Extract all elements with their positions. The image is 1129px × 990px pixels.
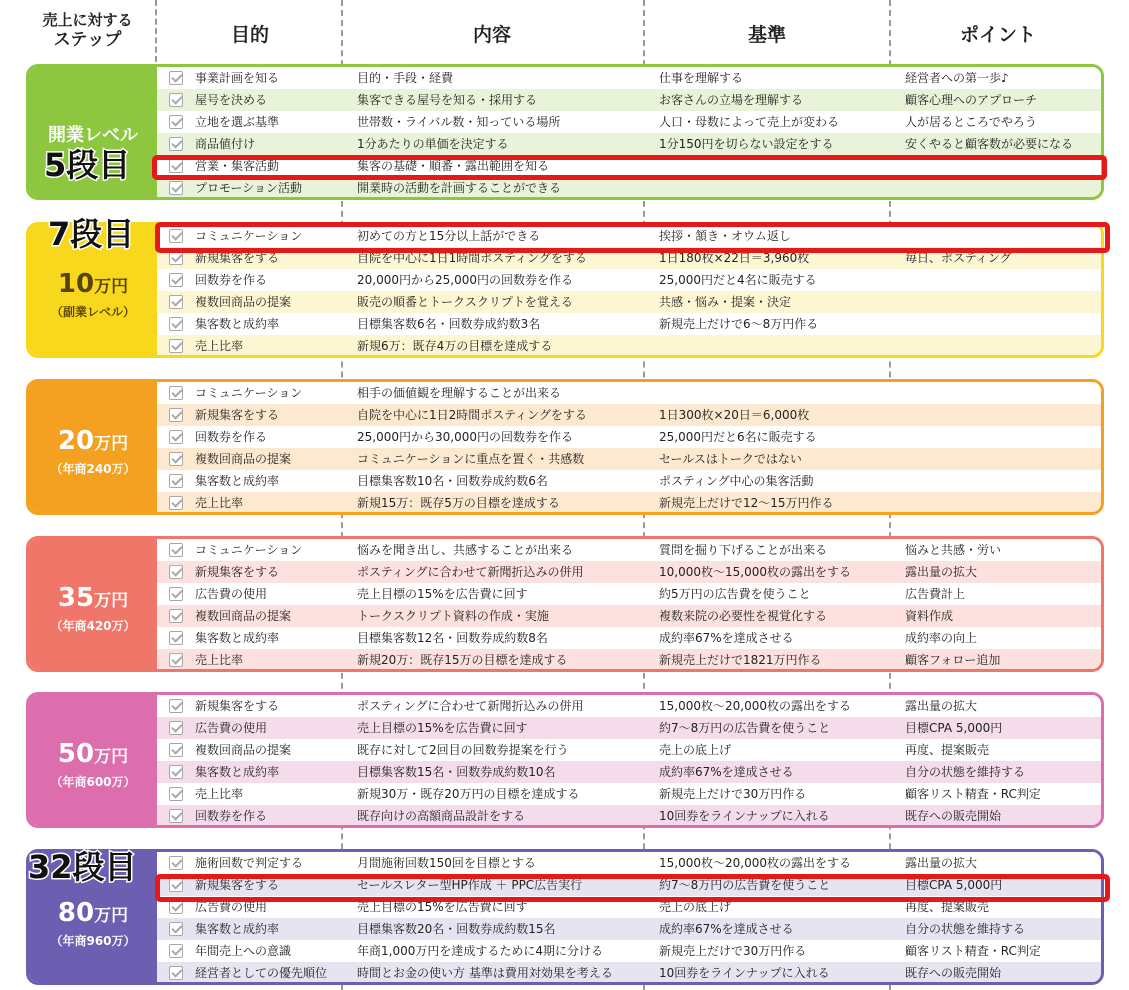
checkbox-icon[interactable] xyxy=(169,653,183,667)
cell-purpose: 回数券を作る xyxy=(195,273,268,287)
checkbox-icon[interactable] xyxy=(169,251,183,265)
cell-point: 自分の状態を維持する xyxy=(905,922,1026,936)
table-row xyxy=(157,382,1101,404)
cell-criteria: 1分150円を切らない設定をする xyxy=(659,137,834,151)
cell-purpose: 新規集客をする xyxy=(195,251,280,265)
cell-content: 売上目標の15%を広告費に回す xyxy=(357,900,528,914)
cell-criteria: 1日300枚×20日＝6,000枚 xyxy=(659,408,810,422)
checkbox-icon[interactable] xyxy=(169,809,183,823)
checkbox-icon[interactable] xyxy=(169,631,183,645)
header-content: 内容 xyxy=(472,24,511,46)
section-50man xyxy=(26,692,1104,828)
cell-purpose: 新規集客をする xyxy=(195,565,280,579)
checkbox-icon[interactable] xyxy=(169,609,183,623)
cell-purpose: 屋号を決める xyxy=(195,93,268,107)
cell-content: 目標集客数20名・回数券成約数15名 xyxy=(357,922,556,936)
cell-point: 人が居るところでやろう xyxy=(905,115,1037,129)
cell-purpose: 複数回商品の提案 xyxy=(195,609,292,623)
cell-criteria: 1日180枚×22日＝3,960枚 xyxy=(659,251,810,265)
section-amount: 50万円 xyxy=(57,739,129,769)
cell-content: 売上目標の15%を広告費に回す xyxy=(357,587,528,601)
cell-content: 集客できる屋号を知る・採用する xyxy=(357,93,538,107)
table-row xyxy=(157,940,1101,962)
cell-point: 露出量の拡大 xyxy=(905,856,978,870)
cell-point: 顧客リスト精査・RC判定 xyxy=(905,787,1041,801)
cell-content: 売上目標の15%を広告費に回す xyxy=(357,721,528,735)
section-35man xyxy=(26,536,1104,672)
cell-criteria: 新規売上だけで6〜8万円作る xyxy=(659,317,819,331)
header-criteria: 基準 xyxy=(747,24,786,46)
table-row xyxy=(157,627,1101,649)
cell-content: ポスティングに合わせて新聞折込みの併用 xyxy=(357,699,584,713)
cell-point: 自分の状態を維持する xyxy=(905,765,1026,779)
table-row xyxy=(157,426,1101,448)
highlight-box-5dan xyxy=(152,155,1107,180)
section-sub: （年商240万） xyxy=(50,462,136,476)
cell-criteria: 複数来院の必要性を視覚化する xyxy=(659,609,828,623)
table-row xyxy=(157,852,1101,874)
cell-purpose: 売上比率 xyxy=(195,787,244,801)
table-row xyxy=(157,335,1101,355)
cell-point: 成約率の向上 xyxy=(905,631,978,645)
cell-content: 相手の価値観を理解することが出来る xyxy=(357,386,562,400)
checkbox-icon[interactable] xyxy=(169,115,183,129)
cell-content: 世帯数・ライバル数・知っている場所 xyxy=(357,115,561,129)
table-row xyxy=(157,539,1101,561)
cell-content: 目標集客数12名・回数券成約数8名 xyxy=(357,631,548,645)
checkbox-icon[interactable] xyxy=(169,496,183,510)
cell-content: トークスクリプト資料の作成・実施 xyxy=(357,609,549,623)
cell-point: 経営者への第一歩♪ xyxy=(905,71,1009,85)
checkbox-icon[interactable] xyxy=(169,565,183,579)
section-sub: （年商420万） xyxy=(50,619,136,633)
cell-content: セールスレター型HP作成 ＋ PPC広告実行 xyxy=(357,878,583,892)
cell-point: 顧客心理へのアプローチ xyxy=(905,93,1038,107)
checkbox-icon[interactable] xyxy=(169,71,183,85)
tag-32dan: 32段目 xyxy=(28,848,137,886)
cell-point: 再度、提案販売 xyxy=(905,743,990,757)
section-sub: （年商600万） xyxy=(50,775,136,789)
section-sub: （副業レベル） xyxy=(50,305,135,319)
header-purpose: 目的 xyxy=(230,24,269,46)
cell-point: 広告費計上 xyxy=(905,587,966,601)
checkbox-icon[interactable] xyxy=(169,587,183,601)
cell-point: 既存への販売開始 xyxy=(905,809,1002,823)
cell-point: 安くやると顧客数が必要になる xyxy=(905,137,1074,151)
cell-content: 集客の基礎・順番・露出範囲を知る xyxy=(357,159,550,173)
checkbox-icon[interactable] xyxy=(169,900,183,914)
cell-purpose: 新規集客をする xyxy=(195,699,280,713)
cell-criteria: 成約率67%を達成させる xyxy=(659,631,794,645)
cell-criteria: 約7〜8万円の広告費を使うこと xyxy=(659,878,831,892)
cell-content: ポスティングに合わせて新聞折込みの併用 xyxy=(357,565,584,579)
cell-criteria: 挨拶・頷き・オウム返し xyxy=(659,229,791,243)
cell-criteria: 15,000枚〜20,000枚の露出をする xyxy=(659,856,851,870)
table-row xyxy=(157,695,1101,717)
highlight-box-32dan xyxy=(155,874,1110,902)
checkbox-icon[interactable] xyxy=(169,317,183,331)
checkbox-icon[interactable] xyxy=(169,543,183,557)
section-amount: 10万円 xyxy=(57,269,129,299)
table-row xyxy=(157,805,1101,825)
tag-5dan: 5段目 xyxy=(44,146,131,184)
level-label: 開業レベル xyxy=(48,125,138,146)
table-row xyxy=(157,133,1101,155)
checkbox-icon[interactable] xyxy=(169,273,183,287)
cell-content: 悩みを聞き出し、共感することが出来る xyxy=(357,543,574,557)
table-row xyxy=(157,583,1101,605)
cell-point: 目標CPA 5,000円 xyxy=(905,878,1003,892)
cell-point: 露出量の拡大 xyxy=(905,699,978,713)
cell-criteria: セールスはトークではない xyxy=(659,452,802,466)
cell-content: 月間施術回数150回を目標とする xyxy=(357,856,536,870)
cell-purpose: 複数回商品の提案 xyxy=(195,743,292,757)
cell-criteria: 10回券をラインナップに入れる xyxy=(659,809,830,823)
cell-content: 既存に対して2回目の回数券提案を行う xyxy=(357,743,569,757)
section-amount: 35万円 xyxy=(57,583,129,613)
table-row xyxy=(157,448,1101,470)
cell-purpose: 広告費の使用 xyxy=(195,721,268,735)
cell-content: 自院を中心に1日2時間ポスティングをする xyxy=(357,408,587,422)
checkbox-icon[interactable] xyxy=(169,339,183,353)
cell-content: 年商1,000万円を達成するために4期に分ける xyxy=(357,944,603,958)
checkbox-icon[interactable] xyxy=(169,721,183,735)
table-row xyxy=(157,561,1101,583)
cell-point: 資料作成 xyxy=(905,609,954,623)
section-side xyxy=(29,539,157,669)
cell-criteria: 成約率67%を達成させる xyxy=(659,765,794,779)
cell-content: 初めての方と15分以上話ができる xyxy=(357,229,541,243)
section-amount: 20万円 xyxy=(57,426,129,456)
cell-content: 目標集客数15名・回数券成約数10名 xyxy=(357,765,556,779)
cell-criteria: 新規売上だけで1821万円作る xyxy=(659,653,822,667)
checkbox-icon[interactable] xyxy=(169,699,183,713)
cell-content: 既存向けの高額商品設計をする xyxy=(357,809,526,823)
cell-purpose: 営業・集客活動 xyxy=(195,159,280,173)
cell-purpose: 年間売上への意識 xyxy=(195,944,292,958)
cell-point: 顧客フォロー追加 xyxy=(905,653,1001,667)
cell-content: 新規15万：既存5万の目標を達成する xyxy=(357,496,560,510)
table-row xyxy=(157,649,1101,669)
cell-content: 20,000円から25,000円の回数券を作る xyxy=(357,273,573,287)
cell-content: コミュニケーションに重点を置く・共感数 xyxy=(357,452,585,466)
cell-content: 1分あたりの単価を決定する xyxy=(357,137,509,151)
checkbox-icon[interactable] xyxy=(169,137,183,151)
checkbox-icon[interactable] xyxy=(169,966,183,980)
table-row xyxy=(157,962,1101,982)
cell-purpose: 売上比率 xyxy=(195,653,244,667)
header-point: ポイント xyxy=(959,24,1036,46)
cell-purpose: 集客数と成約率 xyxy=(195,317,280,331)
cell-criteria: 売上の底上げ xyxy=(659,900,732,914)
cell-criteria: 人口・母数によって売上が変わる xyxy=(659,115,840,129)
cell-purpose: コミュニケーション xyxy=(195,229,303,243)
checkbox-icon[interactable] xyxy=(169,295,183,309)
checkbox-icon[interactable] xyxy=(169,181,183,195)
cell-criteria: 10,000枚〜15,000枚の露出をする xyxy=(659,565,851,579)
table-row xyxy=(157,492,1101,512)
table-row xyxy=(157,67,1101,89)
cell-point: 毎日、ポスティング xyxy=(905,251,1012,265)
cell-purpose: コミュニケーション xyxy=(195,386,303,400)
cell-purpose: 売上比率 xyxy=(195,339,244,353)
cell-purpose: 複数回商品の提案 xyxy=(195,295,292,309)
header-step-line2: ステップ xyxy=(53,30,122,50)
cell-criteria: 共感・悩み・提案・決定 xyxy=(659,295,792,309)
cell-content: 販売の順番とトークスクリプトを覚える xyxy=(357,295,573,309)
cell-point: 露出量の拡大 xyxy=(905,565,978,579)
cell-criteria: 約5万円の広告費を使うこと xyxy=(659,587,811,601)
checkbox-icon[interactable] xyxy=(169,408,183,422)
cell-criteria: 成約率67%を達成させる xyxy=(659,922,794,936)
cell-point: 目標CPA 5,000円 xyxy=(905,721,1003,735)
cell-purpose: 売上比率 xyxy=(195,496,244,510)
divider-step xyxy=(155,0,157,62)
cell-content: 新規6万：既存4万の目標を達成する xyxy=(357,339,553,353)
table-row xyxy=(157,918,1101,940)
cell-criteria: 新規売上だけで30万円作る xyxy=(659,944,807,958)
cell-criteria: お客さんの立場を理解する xyxy=(659,93,804,107)
cell-content: 目的・手段・経費 xyxy=(357,71,454,85)
cell-criteria: 仕事を理解する xyxy=(659,71,744,85)
cell-purpose: 回数券を作る xyxy=(195,430,268,444)
cell-point: 悩みと共感・労い xyxy=(905,543,1002,557)
tag-7dan: 7段目 xyxy=(48,215,135,253)
cell-criteria: 新規売上だけで30万円作る xyxy=(659,787,807,801)
cell-criteria: 質問を掘り下げることが出来る xyxy=(659,543,828,557)
header-step xyxy=(30,10,145,50)
section-80man xyxy=(26,849,1104,985)
cell-purpose: プロモーション活動 xyxy=(195,181,303,195)
checkbox-icon[interactable] xyxy=(169,922,183,936)
cell-content: 25,000円から30,000円の回数券を作る xyxy=(357,430,573,444)
cell-content: 時間とお金の使い方 基準は費用対効果を考える xyxy=(357,966,613,980)
checkbox-icon[interactable] xyxy=(169,474,183,488)
cell-criteria: 新規売上だけで12〜15万円作る xyxy=(659,496,834,510)
cell-purpose: 新規集客をする xyxy=(195,408,280,422)
section-amount: 80万円 xyxy=(57,898,129,928)
table-row xyxy=(157,269,1101,291)
cell-purpose: コミュニケーション xyxy=(195,543,303,557)
cell-criteria: 15,000枚〜20,000枚の露出をする xyxy=(659,699,851,713)
checkbox-icon[interactable] xyxy=(169,386,183,400)
cell-purpose: 回数券を作る xyxy=(195,809,268,823)
cell-content: 目標集客数10名・回数券成約数6名 xyxy=(357,474,548,488)
table-row xyxy=(157,111,1101,133)
cell-content: 新規20万：既存15万の目標を達成する xyxy=(357,653,568,667)
cell-criteria: 売上の底上げ xyxy=(659,743,732,757)
checkbox-icon[interactable] xyxy=(169,944,183,958)
cell-purpose: 複数回商品の提案 xyxy=(195,452,292,466)
cell-criteria: 約7〜8万円の広告費を使うこと xyxy=(659,721,831,735)
cell-purpose: 経営者としての優先順位 xyxy=(195,966,328,980)
cell-purpose: 新規集客をする xyxy=(195,878,280,892)
table-row xyxy=(157,177,1101,197)
cell-purpose: 集客数と成約率 xyxy=(195,922,280,936)
table-row xyxy=(157,404,1101,426)
header-step-line1: 売上に対する xyxy=(42,11,133,29)
cell-purpose: 集客数と成約率 xyxy=(195,631,280,645)
cell-point: 顧客リスト精査・RC判定 xyxy=(905,944,1041,958)
cell-purpose: 広告費の使用 xyxy=(195,900,268,914)
table-row xyxy=(157,291,1101,313)
table-row xyxy=(157,470,1101,492)
cell-purpose: 施術回数で判定する xyxy=(195,856,304,870)
section-side xyxy=(29,695,157,825)
section-side xyxy=(29,382,157,512)
checkbox-icon[interactable] xyxy=(169,787,183,801)
table-row xyxy=(157,739,1101,761)
cell-purpose: 商品値付け xyxy=(195,137,256,151)
table-header xyxy=(0,0,1129,62)
cell-content: 自院を中心に1日1時間ポスティングをする xyxy=(357,251,587,265)
checkbox-icon[interactable] xyxy=(169,856,183,870)
checkbox-icon[interactable] xyxy=(169,743,183,757)
section-20man xyxy=(26,379,1104,515)
cell-criteria: 25,000円だと6名に販売する xyxy=(659,430,817,444)
cell-purpose: 立地を選ぶ基準 xyxy=(195,115,280,129)
cell-purpose: 広告費の使用 xyxy=(195,587,268,601)
cell-criteria: 10回券をラインナップに入れる xyxy=(659,966,830,980)
checkbox-icon[interactable] xyxy=(169,93,183,107)
cell-content: 開業時の活動を計画することができる xyxy=(357,181,562,195)
cell-point: 再度、提案販売 xyxy=(905,900,990,914)
cell-purpose: 事業計画を知る xyxy=(195,71,280,85)
checkbox-icon[interactable] xyxy=(169,765,183,779)
checkbox-icon[interactable] xyxy=(169,430,183,444)
table-row xyxy=(157,605,1101,627)
table-row xyxy=(157,783,1101,805)
cell-criteria: 25,000円だと4名に販売する xyxy=(659,273,817,287)
table-row xyxy=(157,761,1101,783)
highlight-box-7dan xyxy=(155,222,1110,253)
cell-point: 既存への販売開始 xyxy=(905,966,1002,980)
checkbox-icon[interactable] xyxy=(169,452,183,466)
cell-content: 目標集客数6名・回数券成約数3名 xyxy=(357,317,541,331)
section-sub: （年商960万） xyxy=(50,934,136,948)
cell-criteria: ポスティング中心の集客活動 xyxy=(659,474,814,488)
cell-content: 新規30万・既存20万円の目標を達成する xyxy=(357,787,580,801)
table-row xyxy=(157,313,1101,335)
table-row xyxy=(157,717,1101,739)
table-row xyxy=(157,89,1101,111)
cell-purpose: 集客数と成約率 xyxy=(195,474,280,488)
cell-purpose: 集客数と成約率 xyxy=(195,765,280,779)
